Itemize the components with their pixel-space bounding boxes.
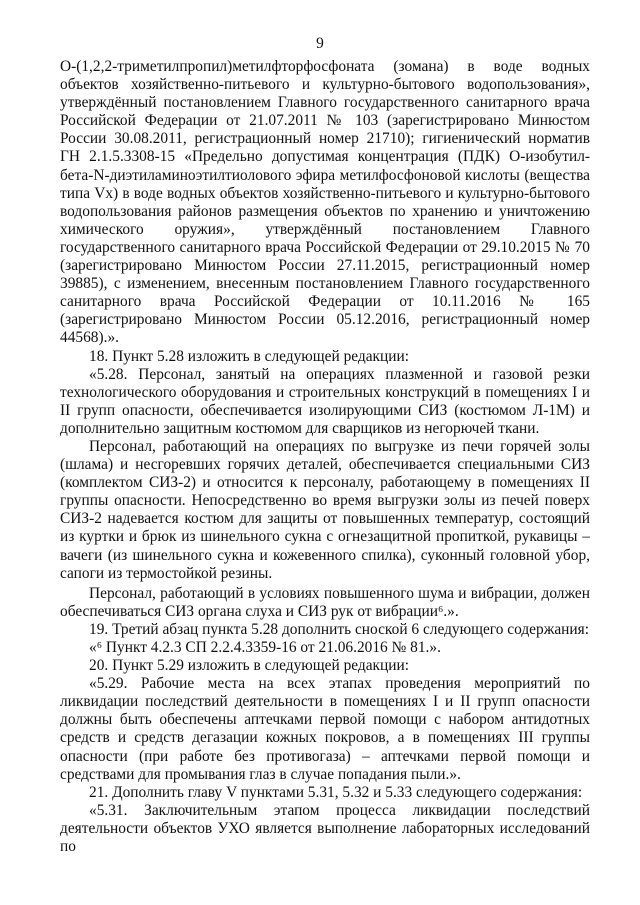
paragraph-5-28-intro: «5.28. Персонал, занятый на операциях плазменной и газовой резки технологического оборудования и строительных конструкций в помещениях I и II групп опасности, обеспечивается изолирующими СИЗ (костюмом Л-1М) и дополнительно защитным костюмом для сварщиков из негорючей ткани. — [60, 365, 590, 437]
paragraph-footnote-6: «⁶ Пункт 4.2.3 СП 2.2.4.3359-16 от 21.06.2016 № 81.». — [89, 639, 441, 656]
paragraph-5-29: «5.29. Рабочие места на всех этапах проведения мероприятий по ликвидации последствий деятельности в помещениях I и II групп опасности должны быть обеспечены аптечками первой помощи с набором антидотных средств и средств дегазации кожных покровов, а в помещениях III группы опасности (при работе без противогаза) – аптечками первой помощи и средствами для промывания глаз в случае попадания пыли.». — [60, 675, 590, 783]
page-number: 9 — [316, 35, 324, 52]
paragraph-noise-vibration: Персонал, работающий в условиях повышенного шума и вибрации, должен обеспечиваться СИЗ органа слуха и СИЗ рук от вибрации⁶.». — [60, 584, 590, 620]
paragraph-zoman-standard: О-(1,2,2-триметилпропил)метилфторфосфоната (зомана) в воде водных объектов хозяйственно-питьевого и культурно-бытового водопользования», утверждённый постановлением Главного государственного санитарного врача Российской Федерации от 21.07.2011 № 103 (зарегистрировано Минюстом России 30.08.2011, регистрационный номер 21710); гигиенический норматив ГН 2.1.5.3308-15 «Предельно допустимая концентрация (ПДК) О-изобутил-бета-N-диэтиламиноэтилтиолового эфира метилфосфоновой кислоты (вещества типа Vx) в воде водных объектов хозяйственно-питьевого и культурно-бытового водопользования районов размещения объектов по хранению и уничтожению химического оружия», утверждённый постановлением Главного государственного санитарного врача Российской Федерации от 29.10.2015 № 70 (зарегистрировано Минюстом России 27.11.2015, регистрационный номер 39885), с изменением, внесенным постановлением Главного государственного санитарного врача Российской Федерации от 10.11.2016 № 165 (зарегистрировано Минюстом России 05.12.2016, регистрационный номер 44568).». — [60, 58, 590, 347]
document-body — [60, 58, 590, 856]
paragraph-ash-unloading: Персонал, работающий на операциях по выгрузке из печи горячей золы (шлама) и несгоревших горячих деталей, обеспечивается специальными СИЗ (комплектом СИЗ-2) и относится к персоналу, работающему в помещениях II группы опасности. Непосредственно во время выгрузки золы из печей поверх СИЗ-2 надевается костюм для защиты от повышенных температур, состоящий из куртки и брюк из шинельного сукна с огнезащитной пропиткой, рукавицы – вачеги (из шинельного сукна и кожевенного спилка), суконный головной убор, сапоги из термостойкой резины. — [60, 437, 590, 582]
paragraph-5-31-start: «5.31. Заключительным этапом процесса ликвидации последствий деятельности объектов УХО является выполнение лабораторных исследований по — [60, 801, 590, 856]
paragraph-item-18: 18. Пункт 5.28 изложить в следующей редакции: — [89, 347, 410, 365]
paragraph-item-19: 19. Третий абзац пункта 5.28 дополнить сноской 6 следующего содержания: — [89, 620, 589, 638]
paragraph-item-21: 21. Дополнить главу V пунктами 5.31, 5.32 и 5.33 следующего содержания: — [89, 783, 583, 801]
paragraph-item-20: 20. Пункт 5.29 изложить в следующей редакции: — [89, 657, 410, 675]
